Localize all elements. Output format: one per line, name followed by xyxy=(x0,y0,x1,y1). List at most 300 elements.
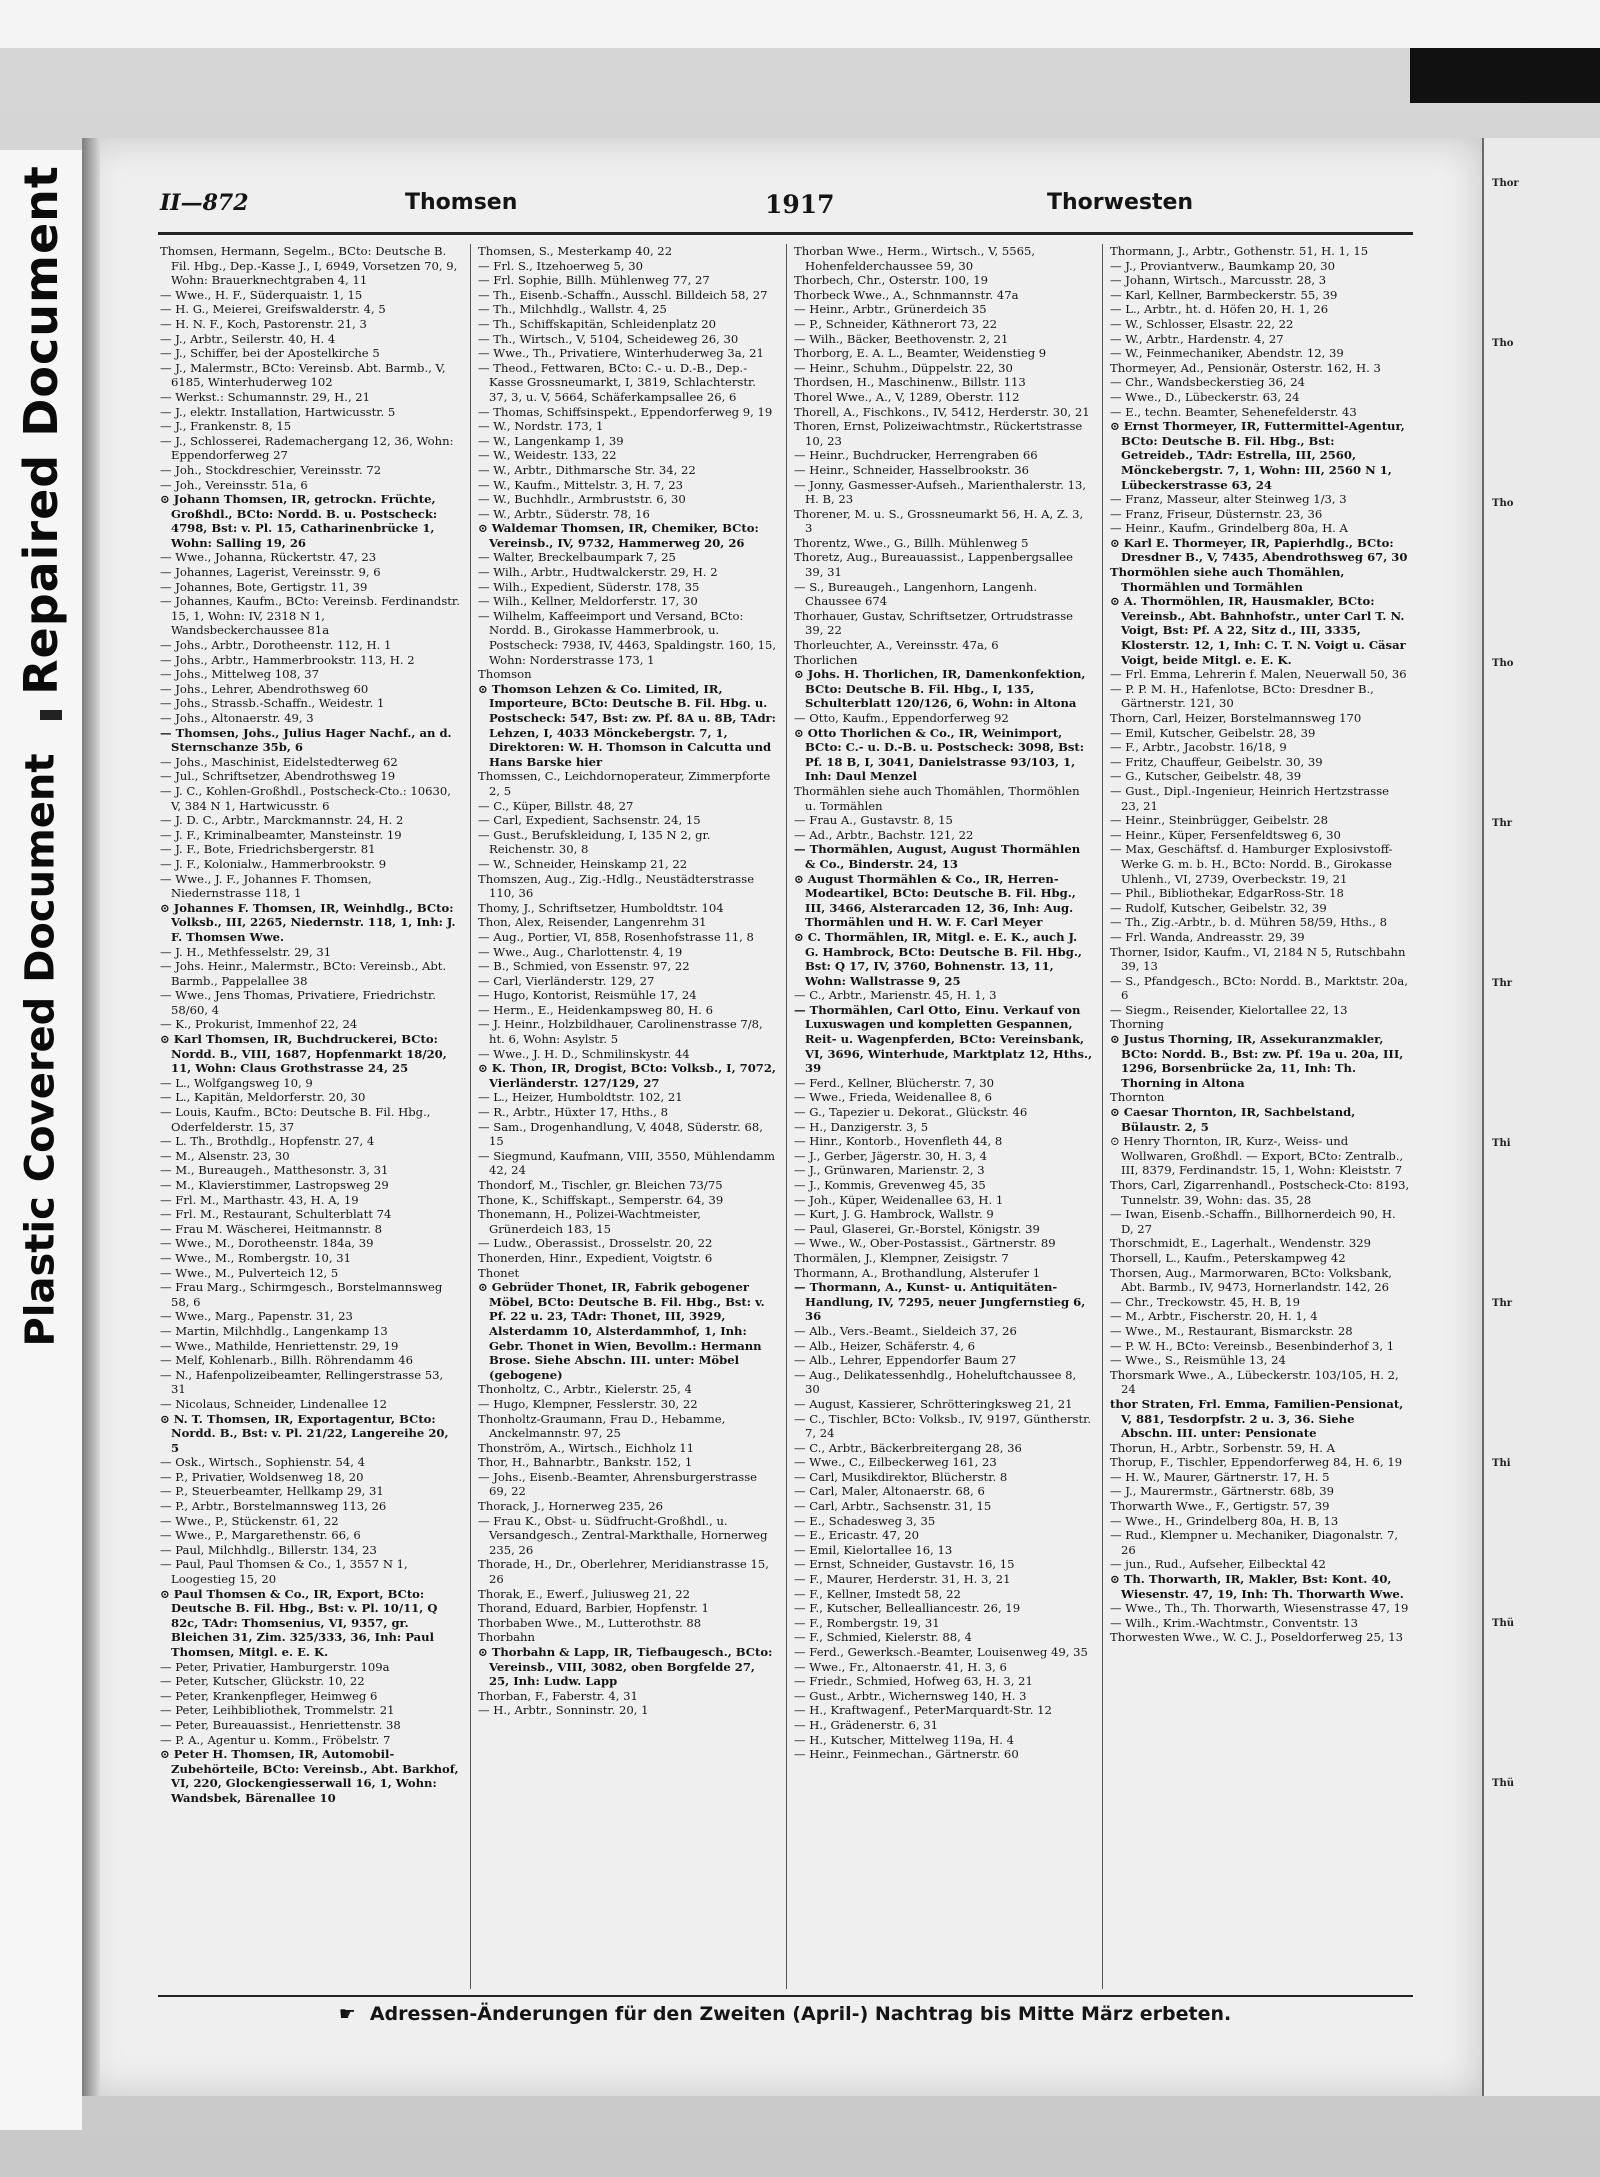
directory-entry: Thorschmidt, E., Lagerhalt., Wendenstr. 329 xyxy=(1110,1236,1371,1251)
directory-entry: ⊙ Thorbahn & Lapp, IR, Tiefbaugesch., BCto: Vereinsb., VIII, 3082, oben Borgfelde 27, 25, Inh: Ludw. Lapp xyxy=(478,1645,773,1689)
directory-entry: — Alb., Vers.-Beamt., Sieldeich 37, 26 xyxy=(794,1323,1017,1338)
directory-entry: — H., Kutscher, Mittelweg 119a, H. 4 xyxy=(794,1732,1015,1747)
directory-entry: — Thomas, Schiffsinspekt., Eppendorferweg 9, 19 xyxy=(478,404,773,419)
directory-entry: ⊙ Paul Thomsen & Co., IR, Export, BCto: Deutsche B. Fil. Hbg., Bst: v. Pl. 10/11, Q 82c, TAdr: Thomsenius, VI, 9357, gr. Bleichen 31, Zim. 325/333, 36, Inh: Paul Thomsen, Mitgl. e. E. K. xyxy=(160,1586,438,1659)
directory-entry: — Frl. Emma, Lehrerin f. Malen, Neuerwall 50, 36 xyxy=(1110,667,1407,682)
directory-entry: — W., Feinmechaniker, Abendstr. 12, 39 xyxy=(1110,346,1344,361)
directory-entry: Thorhauer, Gustav, Schriftsetzer, Ortrudstrasse 39, 22 xyxy=(794,608,1074,638)
directory-entry: ⊙ Karl E. Thormeyer, IR, Papierhdlg., BCto: Dresdner B., V, 7435, Abendrothsweg 67, 30 xyxy=(1110,535,1408,565)
directory-entry: — W., Weidestr. 133, 22 xyxy=(478,448,617,463)
directory-entry: ⊙ Waldemar Thomsen, IR, Chemiker, BCto: Vereinsb., IV, 9732, Hammerweg 20, 26 xyxy=(478,521,759,550)
adjacent-page-fragment: Thü xyxy=(1492,1778,1514,1789)
directory-entry: — Carl, Vierländerstr. 129, 27 xyxy=(478,973,655,988)
directory-entry: — Wwe., Johanna, Rückertstr. 47, 23 xyxy=(160,550,377,565)
directory-entry: — J., Frankenstr. 8, 15 xyxy=(160,419,292,434)
directory-entry: — Wwe., M., Rombergstr. 10, 31 xyxy=(160,1250,352,1265)
top-margin xyxy=(0,0,1600,48)
directory-entry: Thormann, A., Brothandlung, Alsterufer 1 xyxy=(794,1265,1041,1280)
directory-entry: — Theod., Fettwaren, BCto: C.- u. D.-B., Dep.-Kasse Grossneumarkt, I, 3819, Schlachterstr. 37, 3, u. V, 5664, Schäferkampsallee 26, 6 xyxy=(478,360,756,404)
directory-entry: — Johs., Mittelweg 108, 37 xyxy=(160,667,319,682)
directory-entry: — Werkst.: Schumannstr. 29, H., 21 xyxy=(160,389,371,404)
directory-entry: ⊙ Peter H. Thomsen, IR, Automobil-Zubehörteile, BCto: Vereinsb., Abt. Barkhof, VI, 220, Glockengiesserwall 16, 1, Wohn: Wandsbek, Bärenallee 10 xyxy=(160,1747,459,1805)
directory-entry: Thone, K., Schiffskapt., Semperstr. 64, 39 xyxy=(478,1192,724,1207)
directory-entry: — L., Wolfgangsweg 10, 9 xyxy=(160,1075,313,1090)
directory-entry: — Gust., Berufskleidung, I, 135 N 2, gr. Reichenstr. 30, 8 xyxy=(478,827,711,857)
directory-entry: — S., Bureaugeh., Langenhorn, Langenh. Chaussee 674 xyxy=(794,579,1038,609)
directory-entry: — M., Bureaugeh., Matthesonstr. 3, 31 xyxy=(160,1163,389,1178)
directory-entry: ⊙ Johann Thomsen, IR, getrockn. Früchte, Großhdl., BCto: Nordd. B. u. Postscheck: 4798, Bst: v. Pl. 15, Catharinenbrücke 1, Wohn: Salling 19, 26 xyxy=(160,492,438,550)
directory-entry: — Wwe., Th., Privatiere, Winterhuderweg 3a, 21 xyxy=(478,346,764,361)
directory-entry: — S., Pfandgesch., BCto: Nordd. B., Marktstr. 20a, 6 xyxy=(1110,973,1408,1003)
directory-entry: — Wwe., J. F., Johannes F. Thomsen, Niedernstrasse 118, 1 xyxy=(160,871,372,901)
directory-entry: — P., Privatier, Woldsenweg 18, 20 xyxy=(160,1469,364,1484)
directory-entry: Thomy, J., Schriftsetzer, Humboldtstr. 104 xyxy=(478,900,724,915)
directory-entry: — Johs., Maschinist, Eidelstedterweg 62 xyxy=(160,754,398,769)
directory-entry: — Johs., Arbtr., Hammerbrookstr. 113, H. 2 xyxy=(160,652,415,667)
directory-entry: — Heinr., Buchdrucker, Herrengraben 66 xyxy=(794,448,1038,463)
directory-entry: — Chr., Treckowstr. 45, H. B, 19 xyxy=(1110,1294,1300,1309)
directory-entry: — Carl, Musikdirektor, Blücherstr. 8 xyxy=(794,1469,1008,1484)
footer-notice: Adressen-Änderungen für den Zweiten (April-) Nachtrag bis Mitte März erbeten. xyxy=(369,2003,1232,2025)
adjacent-page-fragment: Thi xyxy=(1492,1138,1511,1149)
directory-entry: — F., Rombergstr. 19, 31 xyxy=(794,1615,940,1630)
directory-entry: — Th., Wirtsch., V, 5104, Scheideweg 26, 30 xyxy=(478,331,739,346)
directory-entry: Thor, H., Bahnarbtr., Bankstr. 152, 1 xyxy=(478,1455,693,1470)
directory-entry: — Ferd., Gewerksch.-Beamter, Louisenweg 49, 35 xyxy=(794,1645,1088,1659)
directory-entry: — Wwe., Frieda, Weidenallee 8, 6 xyxy=(794,1090,993,1105)
directory-entry: — Iwan, Eisenb.-Schaffn., Billhornerdeich 90, H. D, 27 xyxy=(1110,1207,1396,1236)
directory-entry: — Fritz, Chauffeur, Geibelstr. 30, 39 xyxy=(1110,754,1323,769)
directory-entry: Thondorf, M., Tischler, gr. Bleichen 73/75 xyxy=(478,1178,723,1192)
page-binding-shadow xyxy=(82,138,100,2096)
directory-entry: — Walter, Breckelbaumpark 7, 25 xyxy=(478,550,676,565)
directory-entry: — P., Schneider, Käthnerort 73, 22 xyxy=(794,316,997,331)
adjacent-page-edge xyxy=(1482,138,1600,2096)
directory-entry: Thonholtz-Graumann, Frau D., Hebamme, Anckelmannstr. 97, 25 xyxy=(478,1411,726,1441)
directory-entry: — Th., Schiffskapitän, Schleidenplatz 20 xyxy=(478,316,716,331)
adjacent-page-fragment: Tho xyxy=(1492,338,1514,349)
directory-entry: — Paul, Glaserei, Gr.-Borstel, Königstr. 39 xyxy=(794,1221,1040,1236)
directory-entry: — E., Ericastr. 47, 20 xyxy=(794,1528,920,1543)
directory-entry: — J. D. C., Arbtr., Marckmannstr. 24, H. 2 xyxy=(160,813,404,828)
directory-entry: — Johs., Lehrer, Abendrothsweg 60 xyxy=(160,681,369,696)
directory-entry: — Chr., Wandsbeckerstieg 36, 24 xyxy=(1110,375,1305,390)
directory-entry: — Franz, Masseur, alter Steinweg 1/3, 3 xyxy=(1110,492,1347,507)
directory-entry: Thorban Wwe., Herm., Wirtsch., V, 5565, Hohenfelderchaussee 59, 30 xyxy=(794,244,1036,273)
directory-entry: Thorell, A., Fischkons., IV, 5412, Herderstr. 30, 21 xyxy=(794,404,1090,419)
directory-entry: — Alb., Heizer, Schäferstr. 4, 6 xyxy=(794,1338,976,1353)
directory-entry: — Karl, Kellner, Barmbeckerstr. 55, 39 xyxy=(1110,287,1338,302)
page-footer xyxy=(160,2003,1410,2033)
directory-entry: Thornton xyxy=(1110,1090,1165,1105)
directory-entry: — Joh., Vereinsstr. 51a, 6 xyxy=(160,477,308,492)
directory-entry: — Heinr., Feinmechan., Gärtnerstr. 60 xyxy=(794,1747,1019,1762)
directory-entry: — Emil, Kutscher, Geibelstr. 28, 39 xyxy=(1110,725,1316,740)
directory-entry: — Sam., Drogenhandlung, V, 4048, Süderstr. 68, 15 xyxy=(478,1119,763,1149)
directory-entry: — J., Schlosserei, Rademachergang 12, 36, Wohn: Eppendorferweg 27 xyxy=(160,433,454,463)
directory-entry: Thorsmark Wwe., A., Lübeckerstr. 103/105, H. 2, 24 xyxy=(1110,1367,1399,1397)
directory-entry: — Heinr., Steinbrügger, Geibelstr. 28 xyxy=(1110,813,1328,828)
page-header xyxy=(160,190,1410,226)
directory-entry: ⊙ N. T. Thomsen, IR, Exportagentur, BCto: Nordd. B., Bst: v. Pl. 21/22, Langereihe 20, 5 xyxy=(160,1411,449,1455)
directory-entry: — Peter, Privatier, Hamburgerstr. 109a xyxy=(160,1659,390,1674)
directory-entry: — Wwe., Marg., Papenstr. 31, 23 xyxy=(160,1309,353,1324)
directory-entry: ⊙ C. Thormählen, IR, Mitgl. e. E. K., auch J. G. Hambrock, BCto: Deutsche B. Fil. Hbg., Bst: Q 17, IV, 3760, Bohnenstr. 13, 11, Wohn: Wallstrasse 9, 25 xyxy=(794,929,1082,988)
adjacent-page-fragment: Thr xyxy=(1492,978,1512,989)
directory-entry: — Osk., Wirtsch., Sophienstr. 54, 4 xyxy=(160,1455,365,1470)
directory-entry: Thonet xyxy=(478,1265,520,1280)
directory-entry: — Ludw., Oberassist., Drosselstr. 20, 22 xyxy=(478,1236,713,1251)
directory-entry: — Kurt, J. G. Hambrock, Wallstr. 9 xyxy=(794,1207,994,1222)
directory-entry: — J., Maurermstr., Gärtnerstr. 68b, 39 xyxy=(1110,1484,1334,1499)
directory-entry: — J., Grünwaren, Marienstr. 2, 3 xyxy=(794,1163,985,1178)
directory-entry: — Jonny, Gasmesser-Aufseh., Marienthalerstr. 13, H. B, 23 xyxy=(794,477,1087,507)
directory-entry: — Rud., Klempner u. Mechaniker, Diagonalstr. 7, 26 xyxy=(1110,1528,1399,1557)
directory-entry: Thormöhlen siehe auch Thomählen, Thormählen und Tormählen xyxy=(1110,565,1345,594)
directory-entry: — G., Kutscher, Geibelstr. 48, 39 xyxy=(1110,769,1302,784)
directory-entry: — Carl, Arbtr., Sachsenstr. 31, 15 xyxy=(794,1499,992,1514)
directory-entry: — Gust., Dipl.-Ingenieur, Heinrich Hertzstrasse 23, 21 xyxy=(1110,783,1390,813)
directory-entry: — Paul, Milchhdlg., Billerstr. 134, 23 xyxy=(160,1542,377,1557)
directory-entry: — G., Tapezier u. Dekorat., Glückstr. 46 xyxy=(794,1105,1028,1120)
directory-entry: — W., Arbtr., Süderstr. 78, 16 xyxy=(478,506,650,521)
directory-entry: — Carl, Expedient, Sachsenstr. 24, 15 xyxy=(478,813,701,828)
directory-entry: ⊙ Gebrüder Thonet, IR, Fabrik gebogener Möbel, BCto: Deutsche B. Fil. Hbg., Bst: v. Pf. 22 u. 23, TAdr: Thonet, III, 3929, Alsterdamm 10, Alsterdammhof, 1, Inh: Gebr. Thonet in Wien, Bevollm.: Hermann Brose. Siehe Abschn. III. unter: Möbel (gebogene) xyxy=(478,1280,765,1382)
directory-entry: — W., Arbtr., Hardenstr. 4, 27 xyxy=(1110,331,1284,346)
adjacent-page-fragment: Thr xyxy=(1492,1298,1512,1309)
directory-entry: — Alb., Lehrer, Eppendorfer Baum 27 xyxy=(794,1353,1017,1368)
directory-entry: — L., Heizer, Humboldtstr. 102, 21 xyxy=(478,1090,683,1105)
directory-entry: — Wwe., H. F., Süderquaistr. 1, 15 xyxy=(160,287,363,302)
directory-entry: Thorand, Eduard, Barbier, Hopfenstr. 1 xyxy=(478,1601,709,1616)
directory-entry: — J., Malermstr., BCto: Vereinsb. Abt. Barmb., V, 6185, Winterhuderweg 102 xyxy=(160,360,446,390)
header-first-name: Thomsen xyxy=(405,190,518,215)
directory-entry: — Peter, Leihbibliothek, Trommelstr. 21 xyxy=(160,1703,395,1718)
directory-entry: Thorbech, Chr., Osterstr. 100, 19 xyxy=(794,273,989,288)
directory-entry: — W., Kaufm., Mittelstr. 3, H. 7, 23 xyxy=(478,477,684,492)
directory-entry: Thorsell, L., Kaufm., Peterskampweg 42 xyxy=(1110,1250,1346,1265)
directory-entry: — H., Grädenerstr. 6, 31 xyxy=(794,1717,939,1732)
directory-entry: — Thormählen, Carl Otto, Einu. Verkauf von Luxuswagen und kompletten Gespannen, Reit- u. Wagenpferden, BCto: Vereinsbank, VI, 3696, Winterhude, Marktplatz 12, Hths., 39 xyxy=(794,1002,1093,1076)
adjacent-page-fragment: Thü xyxy=(1492,1618,1514,1629)
directory-entry: — Joh., Stockdreschier, Vereinsstr. 72 xyxy=(160,462,382,477)
directory-entry: — W., Langenkamp 1, 39 xyxy=(478,433,624,448)
directory-entry: Thorbaben Wwe., M., Lutterothstr. 88 xyxy=(478,1615,702,1630)
directory-entry: — Johannes, Lagerist, Vereinsstr. 9, 6 xyxy=(160,565,381,580)
directory-entry: Thonström, A., Wirtsch., Eichholz 11 xyxy=(478,1440,694,1455)
column-divider xyxy=(470,244,471,1989)
directory-entry: — Wwe., Jens Thomas, Privatiere, Friedrichstr. 58/60, 4 xyxy=(160,988,436,1017)
directory-entry: — Wwe., Th., Th. Thorwarth, Wiesenstrasse 47, 19 xyxy=(1110,1601,1409,1616)
directory-entry: — Frau M. Wäscherei, Heitmannstr. 8 xyxy=(160,1221,383,1236)
directory-entry: — Th., Zig.-Arbtr., b. d. Mühren 58/59, Hths., 8 xyxy=(1110,915,1387,930)
directory-entry: Thorup, F., Tischler, Eppendorferweg 84, H. 6, 19 xyxy=(1110,1455,1403,1470)
directory-entry: — Wwe., P., Stückenstr. 61, 22 xyxy=(160,1513,339,1528)
directory-entry: — Th., Milchhdlg., Wallstr. 4, 25 xyxy=(478,302,667,317)
directory-entry: Thorborg, E. A. L., Beamter, Weidenstieg 9 xyxy=(794,346,1047,361)
directory-entry: Thormälen, J., Klempner, Zeisigstr. 7 xyxy=(794,1250,1009,1265)
column-1 xyxy=(160,244,460,1989)
repaired-document-label: Repaired Document xyxy=(14,165,69,695)
directory-entry: — Wilh., Kellner, Meldorferstr. 17, 30 xyxy=(478,594,698,609)
directory-entry: Thomszen, Aug., Zig.-Hdlg., Neustädterstrasse 110, 36 xyxy=(478,871,755,901)
directory-entry: Thorlichen xyxy=(794,652,858,667)
directory-entry: — Frau A., Gustavstr. 8, 15 xyxy=(794,813,953,828)
directory-entry: — Thormählen, August, August Thormählen & Co., Binderstr. 24, 13 xyxy=(794,842,1081,871)
directory-entry: Thomsen, S., Mesterkamp 40, 22 xyxy=(478,244,673,258)
directory-entry: ⊙ Ernst Thormeyer, IR, Futtermittel-Agentur, BCto: Deutsche B. Fil. Hbg., Bst: Getreideb., TAdr: Estrella, III, 2560, Mönckebergstr. 7, 1, Wohn: III, 2560 N 1, Lübeckerstrasse 63, 24 xyxy=(1110,419,1405,492)
directory-entry: — J. F., Bote, Friedrichsbergerstr. 81 xyxy=(160,842,376,857)
directory-entry: Thorner, Isidor, Kaufm., VI, 2184 N 5, Rutschbahn 39, 13 xyxy=(1110,944,1406,974)
directory-entry: Thorban, F., Faberstr. 4, 31 xyxy=(478,1688,638,1703)
column-4 xyxy=(1110,244,1410,1989)
directory-entry: — W., Schlosser, Elsastr. 22, 22 xyxy=(1110,316,1294,331)
directory-entry: — Franz, Friseur, Düsternstr. 23, 36 xyxy=(1110,506,1323,521)
directory-entry: — Th., Eisenb.-Schaffn., Ausschl. Billdeich 58, 27 xyxy=(478,287,768,302)
directory-entry: — M., Arbtr., Fischerstr. 20, H. 1, 4 xyxy=(1110,1309,1318,1324)
directory-entry: — F., Kutscher, Bellealliancestr. 26, 19 xyxy=(794,1601,1021,1616)
directory-entry: — Louis, Kaufm., BCto: Deutsche B. Fil. Hbg., Oderfelderstr. 15, 37 xyxy=(160,1105,431,1134)
directory-entry: — Johannes, Kaufm., BCto: Vereinsb. Ferdinandstr. 15, 1, Wohn: IV, 2318 N 1, Wandsbeckerchaussee 81a xyxy=(160,594,460,638)
header-rule xyxy=(158,232,1413,235)
directory-entry: — Wwe., M., Pulverteich 12, 5 xyxy=(160,1265,339,1280)
adjacent-page-fragment: Thi xyxy=(1492,1458,1511,1469)
directory-entry: — Wwe., Fr., Altonaerstr. 41, H. 3, 6 xyxy=(794,1659,1007,1674)
directory-entry: Thoren, Ernst, Polizeiwachtmstr., Rückertstrasse 10, 23 xyxy=(794,419,1083,448)
directory-entry: — Wilh., Bäcker, Beethovenstr. 2, 21 xyxy=(794,331,1009,346)
directory-entry: — Paul, Paul Thomsen & Co., 1, 3557 N 1, Loogestieg 15, 20 xyxy=(160,1557,408,1587)
directory-entry: — Martin, Milchhdlg., Langenkamp 13 xyxy=(160,1323,388,1338)
directory-entry: Thorsen, Aug., Marmorwaren, BCto: Volksbank, Abt. Barmb., IV, 9473, Hornerlandstr. 142, 26 xyxy=(1110,1265,1392,1295)
directory-entry: — Wwe., M., Dorotheenstr. 184a, 39 xyxy=(160,1236,374,1251)
directory-entry: — Wwe., Mathilde, Henriettenstr. 29, 19 xyxy=(160,1338,399,1353)
directory-entry: — N., Hafenpolizeibeamter, Rellingerstrasse 53, 31 xyxy=(160,1367,444,1397)
directory-entry: — K., Prokurist, Immenhof 22, 24 xyxy=(160,1017,358,1032)
directory-entry: — Thormann, A., Kunst- u. Antiquitäten-Handlung, IV, 7295, neuer Jungfernstieg 6, 36 xyxy=(794,1280,1086,1324)
directory-entry: — Carl, Maler, Altonaerstr. 68, 6 xyxy=(794,1484,985,1499)
directory-entry: Thonemann, H., Polizei-Wachtmeister, Grünerdeich 183, 15 xyxy=(478,1207,701,1236)
directory-entry: — Max, Geschäftsf. d. Hamburger Explosivstoff-Werke G. m. b. H., BCto: Nordd. B., Girokasse Uhlenh., VI, 2739, Overbeckstr. 19, 21 xyxy=(1110,842,1393,886)
adjacent-page-fragment: Thor xyxy=(1492,178,1519,189)
directory-entry: — Wwe., Aug., Charlottenstr. 4, 19 xyxy=(478,944,683,959)
directory-entry: — P. P. M. H., Hafenlotse, BCto: Dresdner B., Gärtnerstr. 121, 30 xyxy=(1110,681,1374,711)
directory-entry: — R., Arbtr., Hüxter 17, Hths., 8 xyxy=(478,1105,668,1120)
page-number: II—872 xyxy=(160,190,249,216)
directory-entry: — Johs., Eisenb.-Beamter, Ahrensburgerstrasse 69, 22 xyxy=(478,1469,758,1499)
directory-entry: — Peter, Bureauassist., Henriettenstr. 38 xyxy=(160,1717,401,1732)
directory-entry: — J. C., Kohlen-Großhdl., Postscheck-Cto.: 10630, V, 384 N 1, Hartwicusstr. 6 xyxy=(160,783,451,813)
directory-entry: — F., Arbtr., Jacobstr. 16/18, 9 xyxy=(1110,740,1287,755)
directory-entry: Thors, Carl, Zigarrenhandl., Postscheck-Cto: 8193, Tunnelstr. 39, Wohn: das. 35, 28 xyxy=(1110,1178,1410,1207)
directory-entry: ⊙ Henry Thornton, IR, Kurz-, Weiss- und Wollwaren, Großhdl. — Export, BCto: Zentralb., III, 8379, Ferdinandstr. 15, 1, Wohn: Kleiststr. 7 xyxy=(1110,1134,1404,1178)
directory-entry: — Otto, Kaufm., Eppendorferweg 92 xyxy=(794,711,1009,725)
column-3 xyxy=(794,244,1094,1989)
directory-entry: — F., Kellner, Imstedt 58, 22 xyxy=(794,1586,961,1601)
directory-entry: — Phil., Bibliothekar, EdgarRoss-Str. 18 xyxy=(1110,886,1344,901)
directory-entry: ⊙ Otto Thorlichen & Co., IR, Weinimport, BCto: C.- u. D.-B. u. Postscheck: 3098, Bst: Pf. 18 B, I, 3041, Danielstrasse 93/103, 1, Inh: Daul Menzel xyxy=(794,725,1085,784)
directory-entry: — Wwe., H., Grindelberg 80a, H. B, 13 xyxy=(1110,1513,1339,1528)
directory-entry: — J., Schiffer, bei der Apostelkirche 5 xyxy=(160,346,380,361)
directory-entry: — C., Tischler, BCto: Volksb., IV, 9197, Güntherstr. 7, 24 xyxy=(794,1411,1092,1441)
directory-entry: — Wilhelm, Kaffeeimport und Versand, BCto: Nordd. B., Girokasse Hammerbrook, u. Postscheck: 7938, IV, 4463, Spaldingstr. 160, 15, Wohn: Norderstrasse 173, 1 xyxy=(478,608,777,667)
directory-entry: — Frl. M., Marthastr. 43, H. A, 19 xyxy=(160,1192,359,1207)
directory-entry: Thonholtz, C., Arbtr., Kielerstr. 25, 4 xyxy=(478,1382,692,1397)
directory-entry: ⊙ Th. Thorwarth, IR, Makler, Bst: Kont. 40, Wiesenstr. 47, 19, Inh: Th. Thorwarth Wwe. xyxy=(1110,1572,1404,1601)
directory-entry: Thormählen siehe auch Thomählen, Thormöhlen u. Tormählen xyxy=(794,783,1080,813)
directory-entry: — Hinr., Kontorb., Hovenfleth 44, 8 xyxy=(794,1134,1003,1149)
directory-entry: — Aug., Portier, VI, 858, Rosenhofstrasse 11, 8 xyxy=(478,929,754,944)
directory-entry: — H. G., Meierei, Greifswalderstr. 4, 5 xyxy=(160,302,386,317)
directory-entry: — F., Schmied, Kielerstr. 88, 4 xyxy=(794,1630,972,1645)
adjacent-page-fragment: Thr xyxy=(1492,818,1512,829)
header-year: 1917 xyxy=(765,190,835,219)
directory-entry: Thorener, M. u. S., Grossneumarkt 56, H. A, Z. 3, 3 xyxy=(794,506,1084,536)
directory-entry: — J., Proviantverw., Baumkamp 20, 30 xyxy=(1110,258,1336,273)
directory-entry: — L. Th., Brothdlg., Hopfenstr. 27, 4 xyxy=(160,1134,375,1149)
directory-entry: — Frau Marg., Schirmgesch., Borstelmannsweg 58, 6 xyxy=(160,1280,443,1309)
directory-entry: — Nicolaus, Schneider, Lindenallee 12 xyxy=(160,1396,387,1411)
directory-entry: — J. F., Kriminalbeamter, Mansteinstr. 19 xyxy=(160,827,402,842)
column-divider xyxy=(1102,244,1103,1989)
directory-entry: — jun., Rud., Aufseher, Eilbecktal 42 xyxy=(1110,1557,1326,1572)
directory-entry: Thorbahn xyxy=(478,1630,535,1645)
column-divider xyxy=(786,244,787,1989)
directory-entry: — H. W., Maurer, Gärtnerstr. 17, H. 5 xyxy=(1110,1469,1330,1484)
directory-entry: Thorwarth Wwe., F., Gertigstr. 57, 39 xyxy=(1110,1499,1330,1514)
directory-entry: — Hugo, Klempner, Fesslerstr. 30, 22 xyxy=(478,1396,698,1411)
directory-entry: — Wwe., D., Lübeckerstr. 63, 24 xyxy=(1110,389,1300,404)
directory-entry: Thorleuchter, A., Vereinsstr. 47a, 6 xyxy=(794,638,999,653)
directory-entry: — Wwe., W., Ober-Postassist., Gärtnerstr. 89 xyxy=(794,1236,1056,1251)
label-tick-mark xyxy=(40,710,62,720)
directory-entry: — Ferd., Kellner, Blücherstr. 7, 30 xyxy=(794,1075,994,1090)
directory-entry: — Johann, Wirtsch., Marcusstr. 28, 3 xyxy=(1110,273,1327,288)
directory-entry: — Ad., Arbtr., Bachstr. 121, 22 xyxy=(794,827,974,842)
directory-entry: — Heinr., Schneider, Hasselbrookstr. 36 xyxy=(794,462,1030,477)
directory-entry: thor Straten, Frl. Emma, Familien-Pensionat, V, 881, Tesdorpfstr. 2 u. 3, 36. Siehe Abschn. III. unter: Pensionate xyxy=(1110,1396,1404,1441)
directory-entry: — J. H., Methfesselstr. 29, 31 xyxy=(160,944,332,959)
directory-entry: — L., Arbtr., ht. d. Höfen 20, H. 1, 26 xyxy=(1110,302,1329,317)
pointing-hand-icon: ☛ xyxy=(338,2003,356,2025)
directory-entry: Thorentz, Wwe., G., Billh. Mühlenweg 5 xyxy=(794,535,1029,550)
directory-entry: — W., Arbtr., Dithmarsche Str. 34, 22 xyxy=(478,462,696,477)
directory-entry: — W., Schneider, Heinskamp 21, 22 xyxy=(478,856,688,871)
directory-entry: — Frl. Wanda, Andreasstr. 29, 39 xyxy=(1110,929,1305,944)
directory-entry: — Wwe., M., Restaurant, Bismarckstr. 28 xyxy=(1110,1323,1353,1338)
directory-entry: — Rudolf, Kutscher, Geibelstr. 32, 39 xyxy=(1110,900,1327,915)
directory-columns xyxy=(160,244,1410,1989)
directory-entry: — P. W. H., BCto: Vereinsb., Besenbinderhof 3, 1 xyxy=(1110,1338,1395,1353)
directory-entry: — Wilh., Krim.-Wachtmstr., Conventstr. 13 xyxy=(1110,1615,1359,1630)
directory-entry: — F., Maurer, Herderstr. 31, H. 3, 21 xyxy=(794,1572,1011,1587)
directory-entry: — H., Danzigerstr. 3, 5 xyxy=(794,1119,929,1134)
directory-entry: — C., Arbtr., Marienstr. 45, H. 1, 3 xyxy=(794,988,997,1003)
directory-entry: — Wilh., Arbtr., Hudtwalckerstr. 29, H. 2 xyxy=(478,565,718,580)
directory-entry: — Joh., Küper, Weidenallee 63, H. 1 xyxy=(794,1192,1004,1207)
directory-entry: — J. Heinr., Holzbildhauer, Carolinenstrasse 7/8, ht. 6, Wohn: Asylstr. 5 xyxy=(478,1017,763,1047)
directory-entry: Thon, Alex, Reisender, Langenrehm 31 xyxy=(478,915,707,930)
directory-entry: — H., Arbtr., Sonninstr. 20, 1 xyxy=(478,1703,649,1718)
plastic-covered-label: Plastic Covered Document xyxy=(18,753,64,1347)
adjacent-page-fragment: Tho xyxy=(1492,498,1514,509)
directory-entry: Thorwesten Wwe., W. C. J., Poseldorferweg 25, 13 xyxy=(1110,1630,1404,1645)
directory-entry: ⊙ Thomson Lehzen & Co. Limited, IR, Importeure, BCto: Deutsche B. Fil. Hbg. u. Postscheck: 547, Bst: zw. Pf. 8A u. 8B, TAdr: Lehzen, I, 4033 Mönckebergstr. 7, 1, Direktoren: W. H. Thomson in Calcutta und Hans Barske hier xyxy=(478,681,776,769)
directory-entry: — L., Kapitän, Meldorferstr. 20, 30 xyxy=(160,1090,366,1105)
directory-entry: — Siegmund, Kaufmann, VIII, 3550, Mühlendamm 42, 24 xyxy=(478,1148,775,1178)
directory-entry: ⊙ Johs. H. Thorlichen, IR, Damenkonfektion, BCto: Deutsche B. Fil. Hbg., I, 135, Schulterblatt 120/126, 6, Wohn: in Altona xyxy=(794,667,1086,711)
directory-entry: — Johannes, Bote, Gertigstr. 11, 39 xyxy=(160,579,368,594)
directory-entry: Thorbeck Wwe., A., Schnmannstr. 47a xyxy=(794,287,1019,302)
directory-entry: ⊙ Justus Thorning, IR, Assekuranzmakler, BCto: Nordd. B., Bst: zw. Pf. 19a u. 20a, III, 1296, Borsenbrücke 2a, 11, Inh: Th. Thorning in Altona xyxy=(1110,1032,1404,1090)
directory-entry: — Johs., Strassb.-Schaffn., Weidestr. 1 xyxy=(160,696,385,711)
directory-entry: — Wwe., J. H. D., Schmilinskystr. 44 xyxy=(478,1046,690,1061)
directory-entry: — E., techn. Beamter, Sehenefelderstr. 43 xyxy=(1110,404,1357,419)
directory-entry: Thormeyer, Ad., Pensionär, Osterstr. 162, H. 3 xyxy=(1110,360,1381,375)
directory-entry: — J., elektr. Installation, Hartwicusstr. 5 xyxy=(160,404,396,419)
directory-entry: — H., Kraftwagenf., PeterMarquardt-Str. 12 xyxy=(794,1703,1052,1718)
directory-entry: — M., Alsenstr. 23, 30 xyxy=(160,1148,290,1163)
directory-entry: — Herm., E., Heidenkampsweg 80, H. 6 xyxy=(478,1002,713,1017)
directory-entry: Thorun, H., Arbtr., Sorbenstr. 59, H. A xyxy=(1110,1440,1335,1455)
directory-entry: — Emil, Kielortallee 16, 13 xyxy=(794,1542,953,1557)
directory-entry: — C., Küper, Billstr. 48, 27 xyxy=(478,798,634,813)
directory-entry: Thomssen, C., Leichdornoperateur, Zimmerpforte 2, 5 xyxy=(478,769,771,798)
directory-entry: Thorade, H., Dr., Oberlehrer, Meridianstrasse 15, 26 xyxy=(478,1557,769,1587)
directory-entry: — August, Kassierer, Schrötteringksweg 21, 21 xyxy=(794,1396,1073,1411)
directory-entry: — Frl. M., Restaurant, Schulterblatt 74 xyxy=(160,1207,392,1222)
directory-entry: ⊙ Caesar Thornton, IR, Sachbelstand, Bülaustr. 2, 5 xyxy=(1110,1105,1356,1134)
directory-entry: ⊙ August Thormählen & Co., IR, Herren-Modeartikel, BCto: Deutsche B. Fil. Hbg., III, 3466, Alsterarcaden 12, 36, Inh: Aug. Thormählen und H. W. F. Carl Meyer xyxy=(794,871,1076,930)
directory-entry: — Friedr., Schmied, Hofweg 63, H. 3, 21 xyxy=(794,1674,1033,1689)
directory-entry: Thorn, Carl, Heizer, Borstelmannsweg 170 xyxy=(1110,711,1362,725)
directory-entry: — Heinr., Küper, Fersenfeldtsweg 6, 30 xyxy=(1110,827,1341,842)
directory-entry: — Frl. Sophie, Billh. Mühlenweg 77, 27 xyxy=(478,273,710,288)
directory-entry: — B., Schmied, von Essenstr. 97, 22 xyxy=(478,959,690,974)
directory-entry: — Wwe., P., Margarethenstr. 66, 6 xyxy=(160,1528,361,1543)
directory-entry: — W., Buchhdlr., Armbruststr. 6, 30 xyxy=(478,492,686,507)
directory-entry: Thomsen, Hermann, Segelm., BCto: Deutsche B. Fil. Hbg., Dep.-Kasse J., I, 6949, Vorsetzen 70, 9, Wohn: Brauerknechtgraben 4, 11 xyxy=(160,244,458,288)
directory-entry: — Wwe., C., Eilbeckerweg 161, 23 xyxy=(794,1455,997,1470)
directory-entry: — J., Gerber, Jägerstr. 30, H. 3, 4 xyxy=(794,1148,988,1163)
directory-entry: — P. A., Agentur u. Komm., Fröbelstr. 7 xyxy=(160,1732,391,1747)
column-2 xyxy=(478,244,778,1989)
directory-entry: — E., Schadesweg 3, 35 xyxy=(794,1513,936,1528)
directory-entry: Thorel Wwe., A., V, 1289, Oberstr. 112 xyxy=(794,389,1020,404)
directory-entry: Thorack, J., Hornerweg 235, 26 xyxy=(478,1499,663,1514)
directory-entry: — Jul., Schriftsetzer, Abendrothsweg 19 xyxy=(160,769,396,784)
directory-entry: Thorak, E., Ewerf., Juliusweg 21, 22 xyxy=(478,1586,690,1601)
directory-entry: — Heinr., Schuhm., Düppelstr. 22, 30 xyxy=(794,360,1013,375)
directory-entry: — Peter, Krankenpfleger, Heimweg 6 xyxy=(160,1688,378,1703)
directory-entry: — Frl. S., Itzehoerweg 5, 30 xyxy=(478,258,643,273)
directory-entry: Thormann, J., Arbtr., Gothenstr. 51, H. 1, 15 xyxy=(1110,244,1369,258)
adjacent-page-fragment: Tho xyxy=(1492,658,1514,669)
directory-entry: — Heinr., Arbtr., Grünerdeich 35 xyxy=(794,302,987,317)
dark-corner xyxy=(1410,48,1600,103)
directory-entry: — P., Steuerbeamter, Hellkamp 29, 31 xyxy=(160,1484,384,1499)
directory-entry: — Wilh., Expedient, Süderstr. 178, 35 xyxy=(478,579,700,594)
directory-entry: — Frau K., Obst- u. Südfrucht-Großhdl., u. Versandgesch., Zentral-Markthalle, Hornerweg 235, 26 xyxy=(478,1513,768,1557)
directory-entry: — H. N. F., Koch, Pastorenstr. 21, 3 xyxy=(160,316,367,331)
directory-entry: — J., Arbtr., Seilerstr. 40, H. 4 xyxy=(160,331,336,346)
directory-entry: — Aug., Delikatessenhdlg., Hoheluftchaussee 8, 30 xyxy=(794,1367,1077,1397)
directory-entry: — Johs., Arbtr., Dorotheenstr. 112, H. 1 xyxy=(160,638,392,653)
directory-entry: — Gust., Arbtr., Wichernsweg 140, H. 3 xyxy=(794,1688,1027,1703)
directory-entry: — M., Klavierstimmer, Lastropsweg 29 xyxy=(160,1178,389,1192)
directory-entry: — Heinr., Kaufm., Grindelberg 80a, H. A xyxy=(1110,521,1348,536)
directory-entry: — J., Kommis, Grevenweg 45, 35 xyxy=(794,1178,986,1192)
directory-entry: — Hugo, Kontorist, Reismühle 17, 24 xyxy=(478,988,697,1003)
